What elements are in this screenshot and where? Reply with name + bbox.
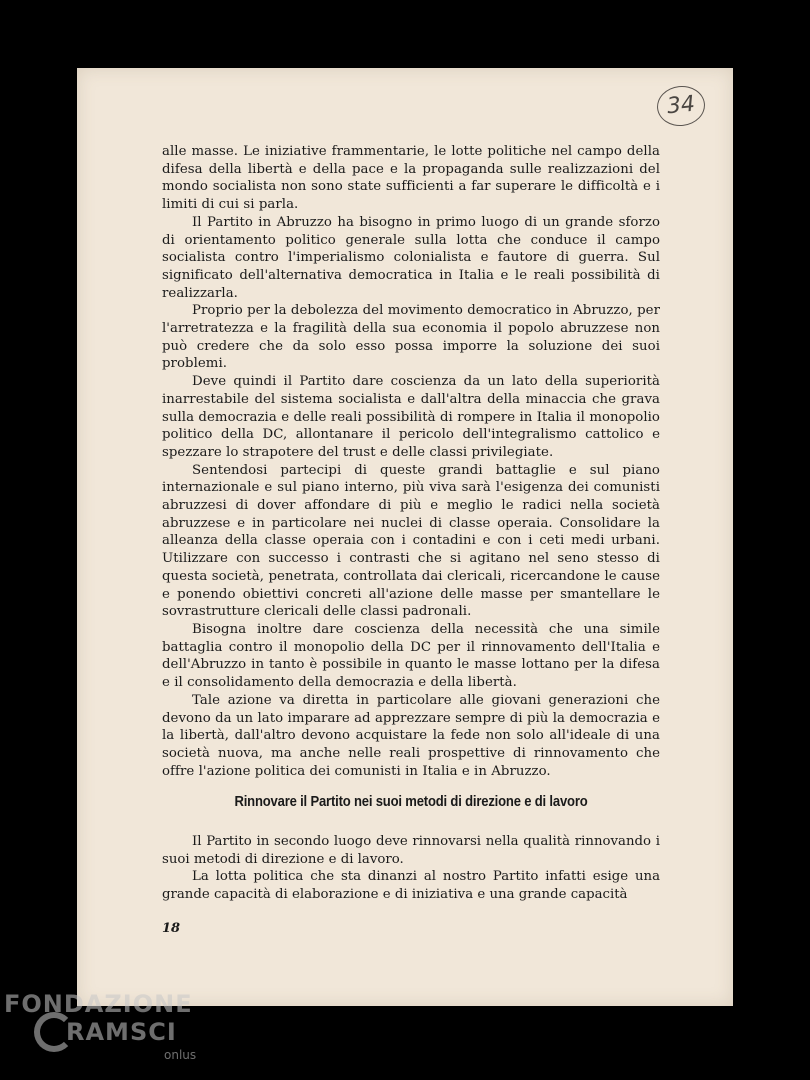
body-text-bottom [162, 833, 660, 904]
document-page [77, 68, 733, 1006]
paragraph: Deve quindi il Partito dare coscienza da un lato della superiorità inarrestabile del sistema socialista e dall'altra della minaccia che grava sulla democrazia e delle reali possibilità di rompere in Italia il monopolio politico della DC, allontanare il pericolo dell'integralismo cattolico e spezzare lo strapotere del trust e delle classi privilegiate. [162, 374, 660, 460]
paragraph: alle masse. Le iniziative frammentarie, le lotte politiche nel campo della difesa della libertà e della pace e la propaganda sulle realizzazioni del mondo socialista non sono state sufficienti a far superare le difficoltà e i limiti di cui si parla. [162, 144, 660, 213]
handwritten-folio-number: 34 [655, 84, 707, 129]
page-number: 18 [162, 921, 181, 936]
paragraph: Bisogna inoltre dare coscienza della necessità che una simile battaglia contro il monopolio della DC per il rinnovamento dell'Italia e dell'Abruzzo in tanto è possibile in quanto le masse lottano per la difesa e il consolidamento della democrazia e della libertà. [162, 621, 660, 691]
watermark-line-2: RAMSCI [66, 1018, 177, 1046]
fondazione-gramsci-watermark-logo [4, 990, 204, 1070]
paragraph: La lotta politica che sta dinanzi al nostro Partito infatti esige una grande capacità di elaborazione e di iniziativa e una grande capacità [162, 869, 660, 903]
section-heading: Rinnovare il Partito nei suoi metodi di direzione e di lavoro [234, 794, 588, 810]
paragraph: Il Partito in secondo luogo deve rinnovarsi nella qualità rinnovando i suoi metodi di direzione e di lavoro. [162, 834, 660, 867]
paragraph: Il Partito in Abruzzo ha bisogno in primo luogo di un grande sforzo di orientamento politico generale sulla lotta che conduce il campo socialista contro l'imperialismo colonialista e fautore di guerra. Sul significato dell'alternativa democratica in Italia e le reali possibilità di realizzarla. [162, 214, 660, 301]
paragraph: Proprio per la debolezza del movimento democratico in Abruzzo, per l'arretratezza e la fragilità della sua economia il popolo abruzzese non può credere che da solo esso possa imporre la soluzione dei suoi problemi. [162, 303, 660, 372]
watermark-onlus: onlus [164, 1048, 197, 1062]
paragraph: Tale azione va diretta in particolare alle giovani generazioni che devono da un lato imparare ad apprezzare sempre di più la democrazia e la libertà, dall'altro devono acquistare la fede non solo all'ideale di una società nuova, ma anche nelle reali prospettive di rinnovamento che offre l'azione politica dei comunisti in Italia e in Abruzzo. [162, 692, 660, 779]
paragraph: Sentendosi partecipi di queste grandi battaglie e sul piano internazionale e sul piano interno, più viva sarà l'esigenza dei comunisti abruzzesi di dover affondare di più e meglio le radici nella società abruzzese e in particolare nei nuclei di classe operaia. Consolidare la alleanza della classe operaia con i contadini e con i ceti medi urbani. Utilizzare con successo i contrasti che si agitano nel seno stesso di questa società, penetrata, controllata dai clericali, ricercandone le cause e ponendo obiettivi concreti all'azione delle masse per smantellare le sovrastrutture clericali delle classi padronali. [162, 462, 660, 620]
body-text-top [162, 143, 660, 780]
watermark-line-1: FONDAZIONE [4, 990, 193, 1018]
